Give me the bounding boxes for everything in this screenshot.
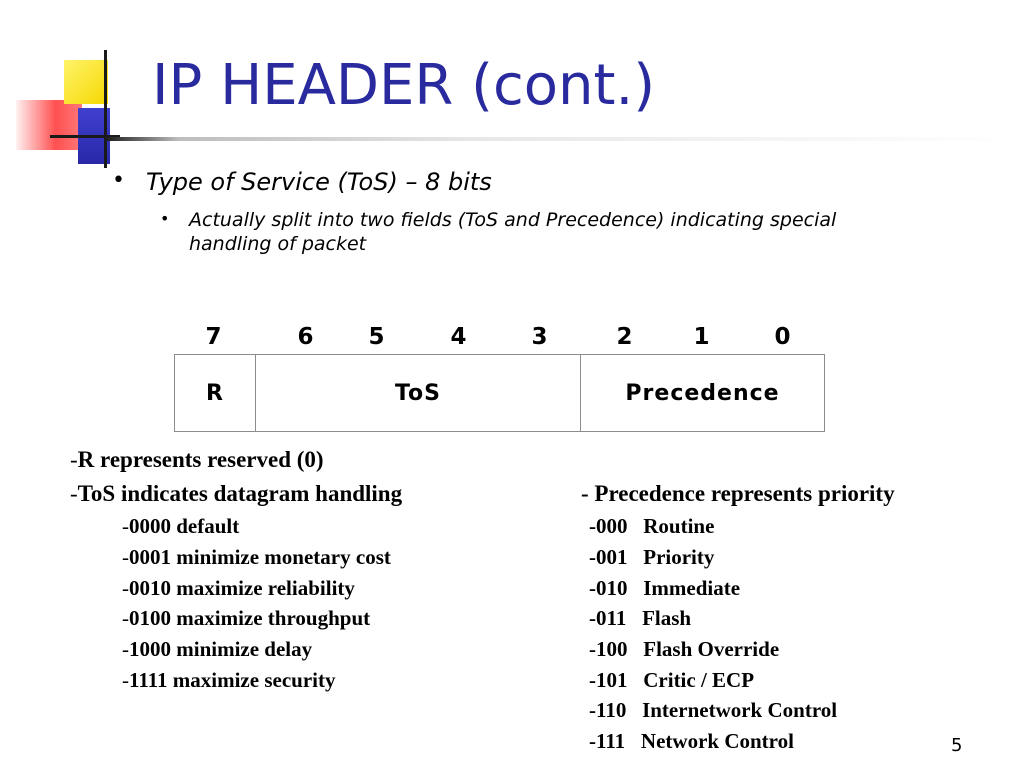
precedence-value-item: -010 Immediate bbox=[589, 576, 741, 600]
tos-value-item bbox=[122, 668, 335, 693]
bit-number: 4 bbox=[450, 324, 468, 350]
bit-number-row bbox=[174, 324, 825, 354]
tos-value-text: 1111 maximize security bbox=[129, 668, 336, 692]
tos-value-text: 0000 default bbox=[129, 514, 240, 538]
tos-value-item bbox=[122, 545, 391, 570]
dash-mark: - bbox=[122, 576, 129, 600]
bit-number: 6 bbox=[297, 324, 315, 350]
sub-bullet-text: Actually split into two fields (ToS and Precedence) indicating special handling of packet bbox=[189, 209, 837, 255]
dash-mark: - bbox=[70, 447, 78, 472]
precedence-value-item: -110 Internetwork Control bbox=[589, 698, 838, 722]
tos-value-text: 0100 maximize throughput bbox=[129, 606, 371, 630]
note-tos-heading bbox=[70, 481, 402, 507]
bit-number: 7 bbox=[205, 324, 223, 350]
tos-value-item bbox=[122, 576, 355, 601]
tos-value-item bbox=[122, 514, 239, 539]
bit-number: 3 bbox=[531, 324, 549, 350]
dash-mark: - bbox=[122, 514, 129, 538]
slide-number: 5 bbox=[951, 735, 963, 756]
tos-value-item bbox=[122, 637, 312, 662]
bit-number: 1 bbox=[693, 324, 711, 350]
dash-mark: - bbox=[122, 606, 129, 630]
note-text: R represents reserved (0) bbox=[77, 447, 324, 472]
page-title: IP HEADER (cont.) bbox=[152, 53, 656, 118]
decorative-vertical-line bbox=[104, 50, 107, 168]
precedence-value-item: -000 Routine bbox=[589, 514, 715, 538]
precedence-value-item: -111 Network Control bbox=[589, 729, 794, 753]
tos-value-item bbox=[122, 606, 370, 631]
field-cell-precedence: Precedence bbox=[625, 380, 780, 406]
dash-mark: - bbox=[122, 637, 129, 661]
note-text: ToS indicates datagram handling bbox=[77, 481, 403, 506]
bit-number: 5 bbox=[368, 324, 386, 350]
dash-mark: - bbox=[70, 481, 78, 506]
bullet-dot-icon: • bbox=[112, 168, 125, 193]
decorative-yellow-square bbox=[64, 60, 108, 104]
bit-number: 0 bbox=[774, 324, 792, 350]
tos-value-text: 0001 minimize monetary cost bbox=[129, 545, 391, 569]
bit-number: 2 bbox=[616, 324, 634, 350]
note-precedence-heading: - Precedence represents priority bbox=[581, 481, 895, 506]
dash-mark: - bbox=[122, 668, 129, 692]
precedence-value-item: -001 Priority bbox=[589, 545, 715, 569]
field-cell-r: R bbox=[175, 355, 256, 431]
tos-value-text: 1000 minimize delay bbox=[129, 637, 313, 661]
note-reserved bbox=[70, 447, 324, 473]
precedence-value-item: -101 Critic / ECP bbox=[589, 668, 755, 692]
precedence-value-item: -100 Flash Override bbox=[589, 637, 780, 661]
tos-value-text: 0010 maximize reliability bbox=[129, 576, 355, 600]
bullet-dot-icon: • bbox=[160, 209, 170, 228]
tos-field-diagram bbox=[174, 354, 825, 432]
decorative-red-square bbox=[16, 100, 82, 150]
precedence-value-item: -011 Flash bbox=[589, 606, 692, 630]
dash-mark: - bbox=[122, 545, 129, 569]
bullet-text: Type of Service (ToS) – 8 bits bbox=[146, 168, 492, 196]
title-underline bbox=[105, 137, 1024, 141]
field-cell-tos: ToS bbox=[256, 355, 581, 431]
